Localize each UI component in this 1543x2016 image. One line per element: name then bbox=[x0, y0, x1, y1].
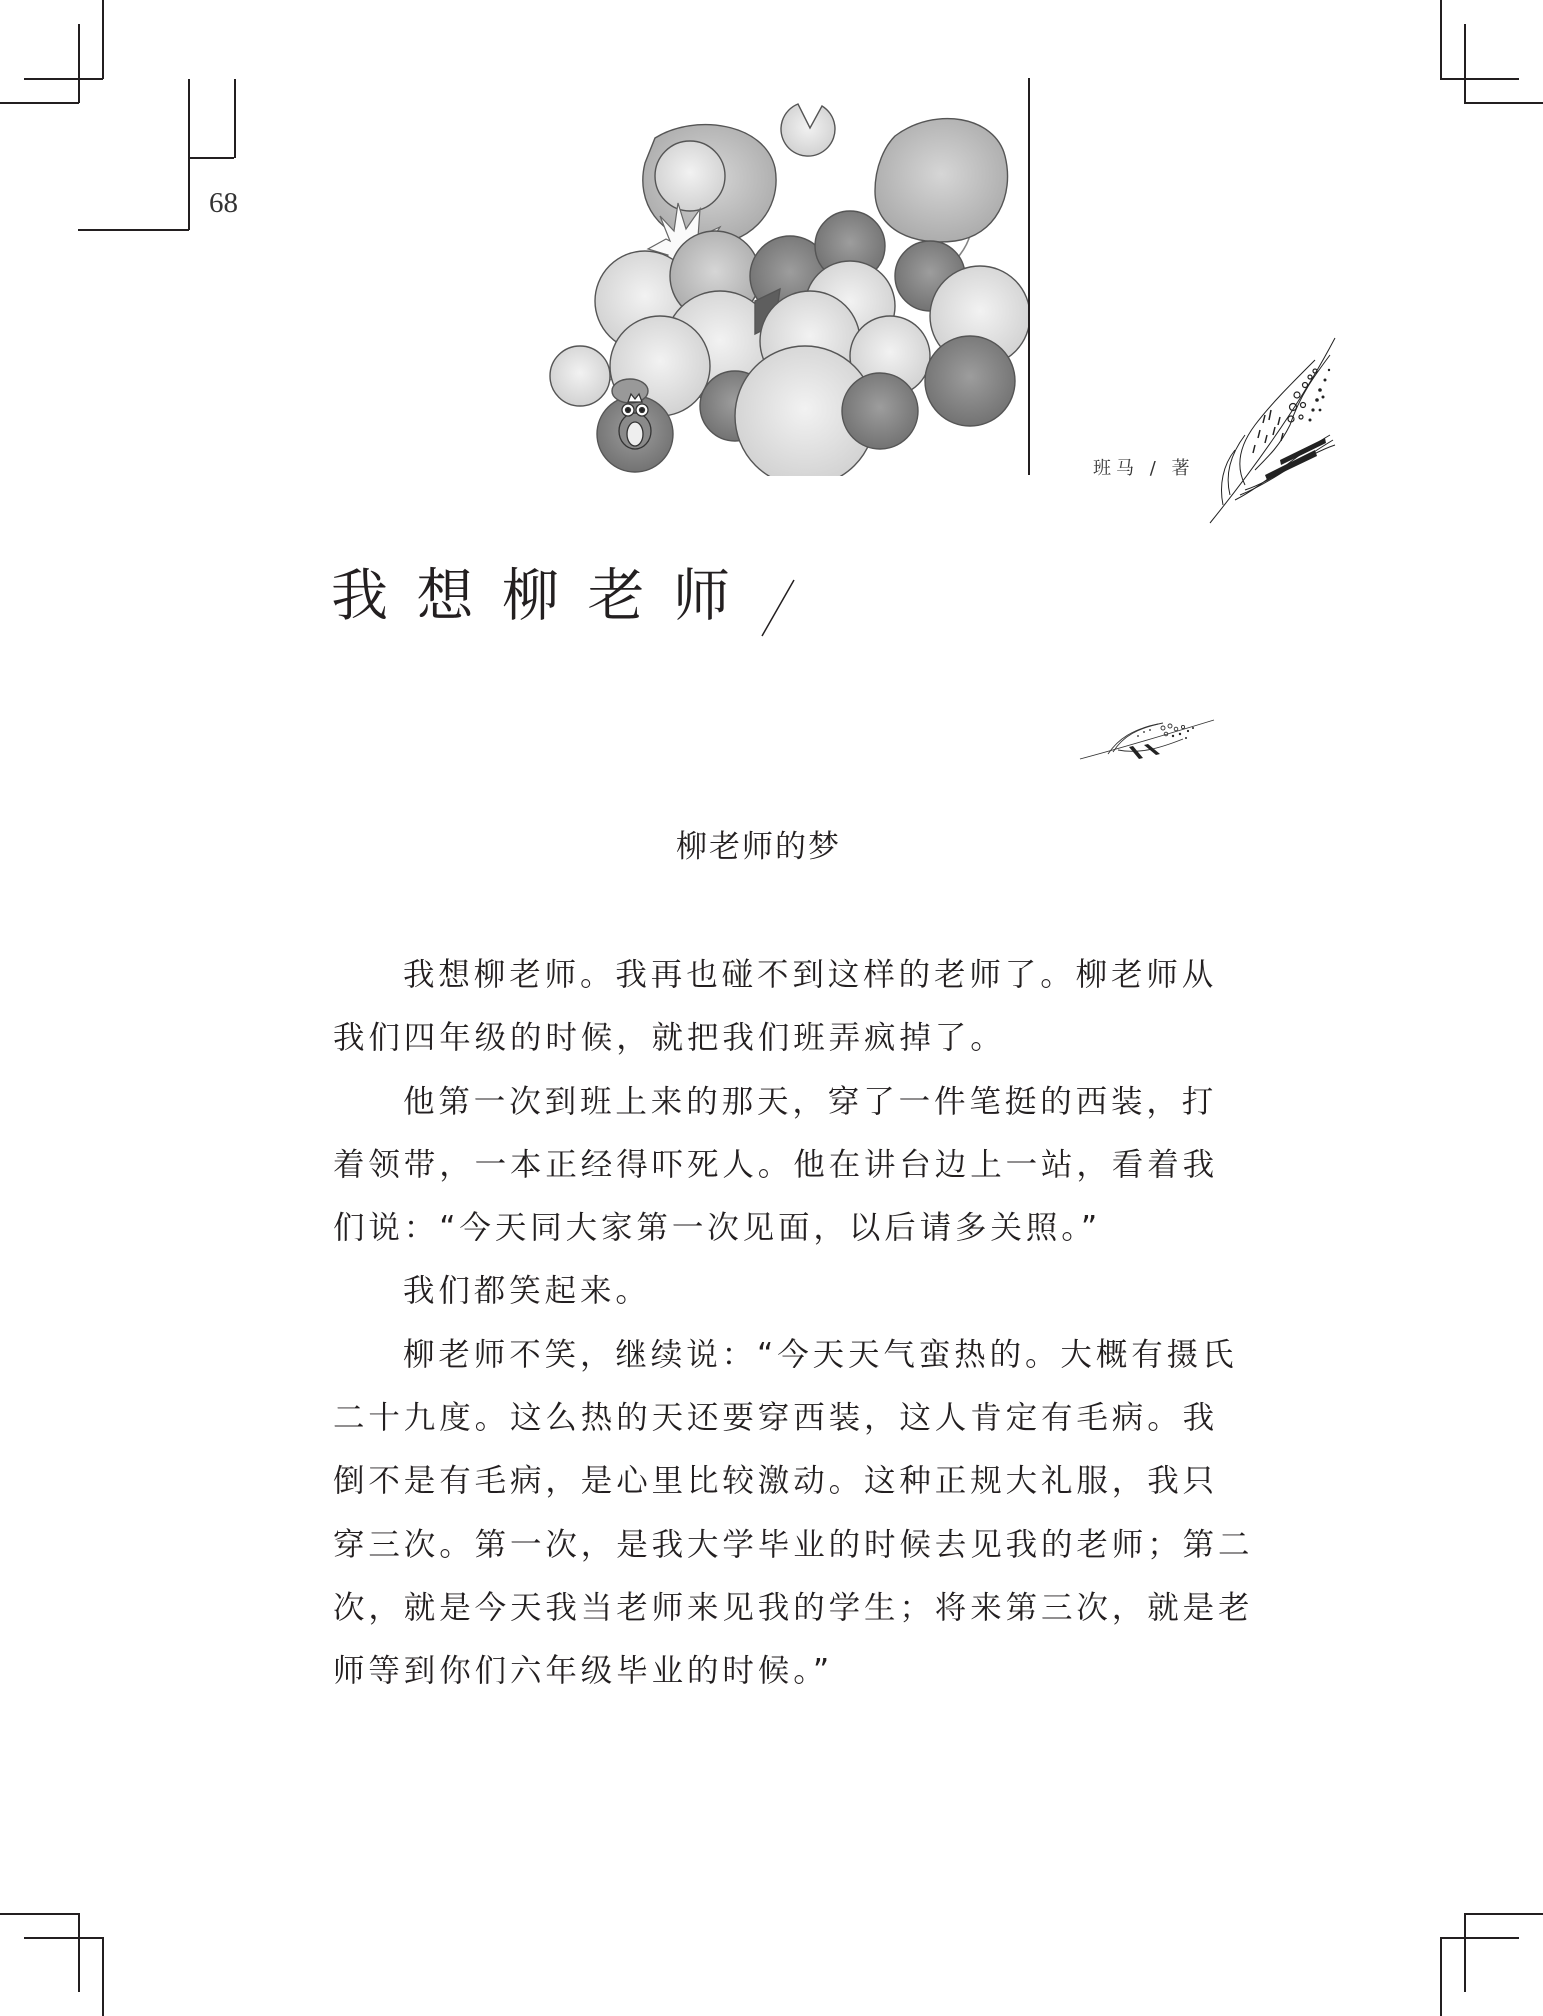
crop-mark-line bbox=[78, 1913, 80, 1992]
folio-frame-line bbox=[188, 157, 234, 159]
crop-mark-line bbox=[1464, 102, 1543, 104]
crop-mark-line bbox=[102, 1937, 104, 2016]
text-line: 穿三次。第一次，是我大学毕业的时候去见我的老师；第二 bbox=[333, 1526, 1254, 1563]
crop-mark-line bbox=[0, 102, 79, 104]
crop-mark-line bbox=[24, 1937, 103, 1939]
slash-ornament-icon bbox=[758, 578, 798, 638]
crop-mark-line bbox=[1464, 1913, 1466, 1992]
crop-mark-line bbox=[1464, 24, 1466, 103]
section-subtitle: 柳老师的梦 bbox=[676, 829, 841, 865]
crop-mark-line bbox=[1464, 1913, 1543, 1915]
crop-mark-line bbox=[1440, 1937, 1442, 2016]
crop-mark-line bbox=[0, 1913, 79, 1915]
author-rule bbox=[1028, 78, 1030, 475]
lily-pad-illustration bbox=[540, 76, 1030, 476]
text-line: 二十九度。这么热的天还要穿西装，这人肯定有毛病。我 bbox=[333, 1400, 1219, 1437]
crop-mark-line bbox=[24, 78, 103, 80]
crop-mark-line bbox=[78, 24, 80, 103]
text-line: 们说：“今天同大家第一次见面，以后请多关照。” bbox=[333, 1210, 1102, 1247]
feather-icon bbox=[1205, 335, 1340, 525]
text-line: 我想柳老师。我再也碰不到这样的老师了。柳老师从 bbox=[403, 957, 1218, 993]
crop-mark-line bbox=[1440, 0, 1442, 79]
chapter-title: 我想柳老师 bbox=[331, 563, 759, 629]
text-line: 师等到你们六年级毕业的时候。” bbox=[333, 1653, 834, 1690]
text-line: 倒不是有毛病，是心里比较激动。这种正规大礼服，我只 bbox=[333, 1463, 1219, 1500]
text-line: 我们都笑起来。 bbox=[403, 1273, 651, 1310]
text-line: 柳老师不笑，继续说：“今天天气蛮热的。大概有摄氏 bbox=[403, 1336, 1238, 1373]
folio-frame-line bbox=[234, 79, 236, 158]
text-line: 他第一次到班上来的那天，穿了一件笔挺的西装，打 bbox=[403, 1083, 1218, 1120]
crop-mark-line bbox=[1440, 1937, 1519, 1939]
page-number: 68 bbox=[209, 187, 238, 219]
folio-frame-line bbox=[78, 229, 189, 231]
feather-small-icon bbox=[1078, 714, 1216, 764]
author-credit: 班马 / 著 bbox=[1093, 458, 1195, 479]
text-line: 着领带，一本正经得吓死人。他在讲台边上一站，看着我 bbox=[333, 1146, 1219, 1183]
crop-mark-line bbox=[102, 0, 104, 79]
text-line: 我们四年级的时候，就把我们班弄疯掉了。 bbox=[333, 1020, 1006, 1057]
crop-mark-line bbox=[1440, 78, 1519, 80]
body-text bbox=[333, 955, 1254, 1715]
folio-frame-line bbox=[188, 79, 190, 230]
text-line: 次，就是今天我当老师来见我的学生；将来第三次，就是老 bbox=[333, 1589, 1254, 1626]
